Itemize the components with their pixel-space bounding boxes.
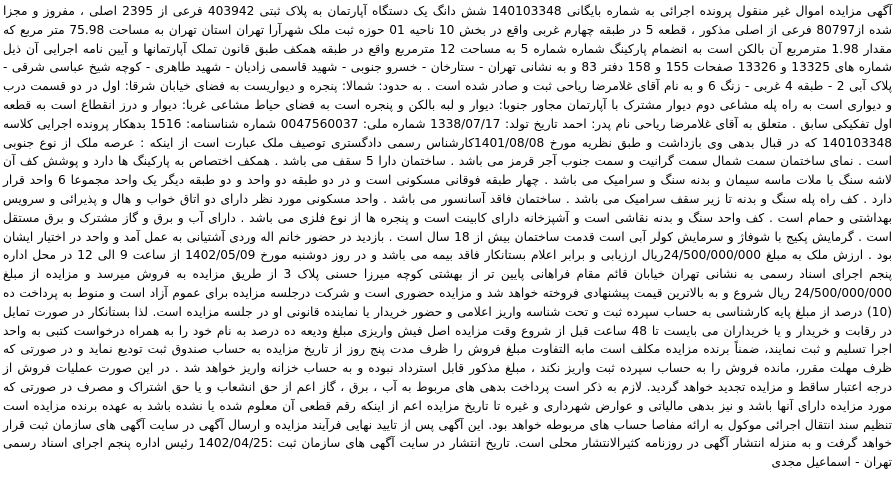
auction-notice-text: آگهی مزایده اموال غیر منقول پرونده اجرائی به شماره بایگانی 140103348 شش دانگ یک دستگاه آپارتمان به پلاک ثبتی 403942 فرعی از 2395 اصلی ، مفروز و مجزا شده از80797 فرعی از اصلی مذکور ، قطعه 5 در طبقه چهارم غربی واقع در بخش 10 ناحیه 01 حوزه ثبت ملک شهرآرا تهران استان تهران به مساحت 75.98 متر مربع که مقدار 1.98 مترمربع آن بالکن است به انضمام پارکینگ شماره شماره 5 به مساحت 12 مترمربع واقع در طبقه همکف طبق قانون تملک آپارتمانها و آیین نامه اجرایی آن ذیل شماره های 13325 و 13326 صفحات 155 و 158 دفتر 83 و به نشانی تهران - ستارخان - خسرو جنوبی - شهید قاسمی زادیان - شهید طاهری - کوچه شیخ عباسی شرقی - پلاک آبی 2 - طبقه 4 غربی - زنگ 6 و به نام آقای غلامرضا ریاحی ثبت و صادر شده است . به حدود: شمالا: پنجره و دیواریست به فضای خیابان شرقا: اول در دو قسمت درب و دیواری است به راه پله مشاعی دوم دیوار مشترک با آپارتمان مجاور جنوبا: دیوار و لبه بالکن و پنجره است به فضای حیاط مشاعی غربا: دیوار و درز انقطاع است به قطعه اول تفکیکی سابق . متعلق به آقای غلامرضا ریاحی نام پدر: احمد تاریخ تولد: 1338/07/17 شماره ملی: 0047560037 شماره شناسنامه: 1516 بدهکار پرونده اجرایی کلاسه 140103348 که در قبال بدهی وی بازداشت و طبق نظریه مورخ 1401/08/08کارشناس رسمی دادگستری توصیف ملک عبارت است از اینکه : عرصه ملک از نوع جنوبی است . نمای ساختمان سمت شمال سمت گرانیت و سمت جنوب آجر قرمز می باشد . ساختمان دارا 5 سقف می باشد . همکف اختصاص به پارکینگ ها دارد و پوشش کف آن لاشه سنگ با ملات ماسه سیمان و بدنه سنگ و سرامیک می باشد . چهار طبقه فوقانی مسکونی است و در دو طبقه دو واحد و دو طبقه دیگر یک واحد مجموعا 6 واحد قرار دارد . کف راه پله سنگ و بدنه تا زیر سقف سرامیک می باشد . ساختمان فاقد آسانسور می باشد . واحد مسکونی مورد نظر دارای دو اتاق خواب و هال و پذیرائی و سرویس بهداشتی و حمام است . کف واحد سنگ و بدنه نقاشی است و آشپزخانه دارای کابینت است و پنجره ها از نوع فلزی می باشد . دارای آب و برق و گاز مشترک و برق مستقل است . گرمایش پکیج با شوفاژ و سرمایش کولر آبی است قدمت ساختمان بیش از 18 سال است . بازدید در حضور خانم اله وردی آشتیانی به عمل آمد و واحد در اختیار ایشان بود . ارزش ملک به مبلغ 24/500/000/000ریال ارزیابی و برابر اعلام بستانکار فاقد بیمه می باشد و در روز دوشنبه مورخ 1402/05/09 از ساعت 9 الی 12 در محل اداره پنجم اجرای اسناد رسمی به نشانی تهران خیابان قائم مقام فراهانی پایین تر از بهشتی کوچه میرزا حسنی پلاک 3 از طریق مزایده به فروش میرسد و مزایده از مبلغ 24/500/000/000 ریال شروع و به بالاترین قیمت پیشنهادی فروخته خواهد شد و مزایده حضوری است و شرکت درجلسه مزایده برای عموم آزاد است و منوط به پرداخت ده (10) درصد از مبلغ پایه کارشناسی به حساب سپرده ثبت و تحت شناسه واریز اعلامی و حضور خریدار یا نماینده قانونی او در جلسه مزایده است. لذا بستانکار در صورت تمایل در رقابت و خریدار و یا خریداران می بایست تا 48 ساعت قبل از شروع وقت مزایده اصل فیش واریزی مبلغ ودیعه ده درصد به نام خود را به همراه درخواست کتبی به واحد اجرا تسلیم و ثبت نمایند، ضمناً برنده مزایده مکلف است مابه التفاوت مبلغ فروش را ظرف مدت پنج روز از تاریخ مزایده به حساب صندوق ثبت تودیع نماید و در صورتی که ظرف مهلت مقرر، مانده فروش را به حساب سپرده ثبت واریز نکند ، مبلغ مذکور قابل استرداد نبوده و به حساب خزانه واریز خواهد شد . در این صورت عملیات فروش از درجه اعتبار ساقط و مزایده تجدید خواهد گردید. لازم به ذکر است پرداخت بدهی های مربوط به آب ، برق ، گاز اعم از حق انشعاب و یا حق اشتراک و مصرف در صورتی که مورد مزایده دارای آنها باشد و نیز بدهی مالیاتی و عوارض شهرداری و غیره تا تاریخ مزایده اعم از اینکه رقم قطعی آن معلوم شده یا نشده باشد به عهده برنده مزایده است تنظیم سند انتقال اجرائی موکول به ارائه مفاصا حساب های مربوطه خواهد بود. این آگهی پس از تایید نهایی فرآیند مزایده و ارسال آگهی در سایت آگهی های سازمان ثبت قرار خواهد گرفت و به منزله انتشار آگهی در روزنامه کثیرالانتشار محلی است. تاریخ انتشار در سایت آگهی های سازمان ثبت :1402/04/25 رئیس اداره پنجم اجرای اسناد رسمی تهران - اسماعیل مجدی: [3, 4, 893, 470]
